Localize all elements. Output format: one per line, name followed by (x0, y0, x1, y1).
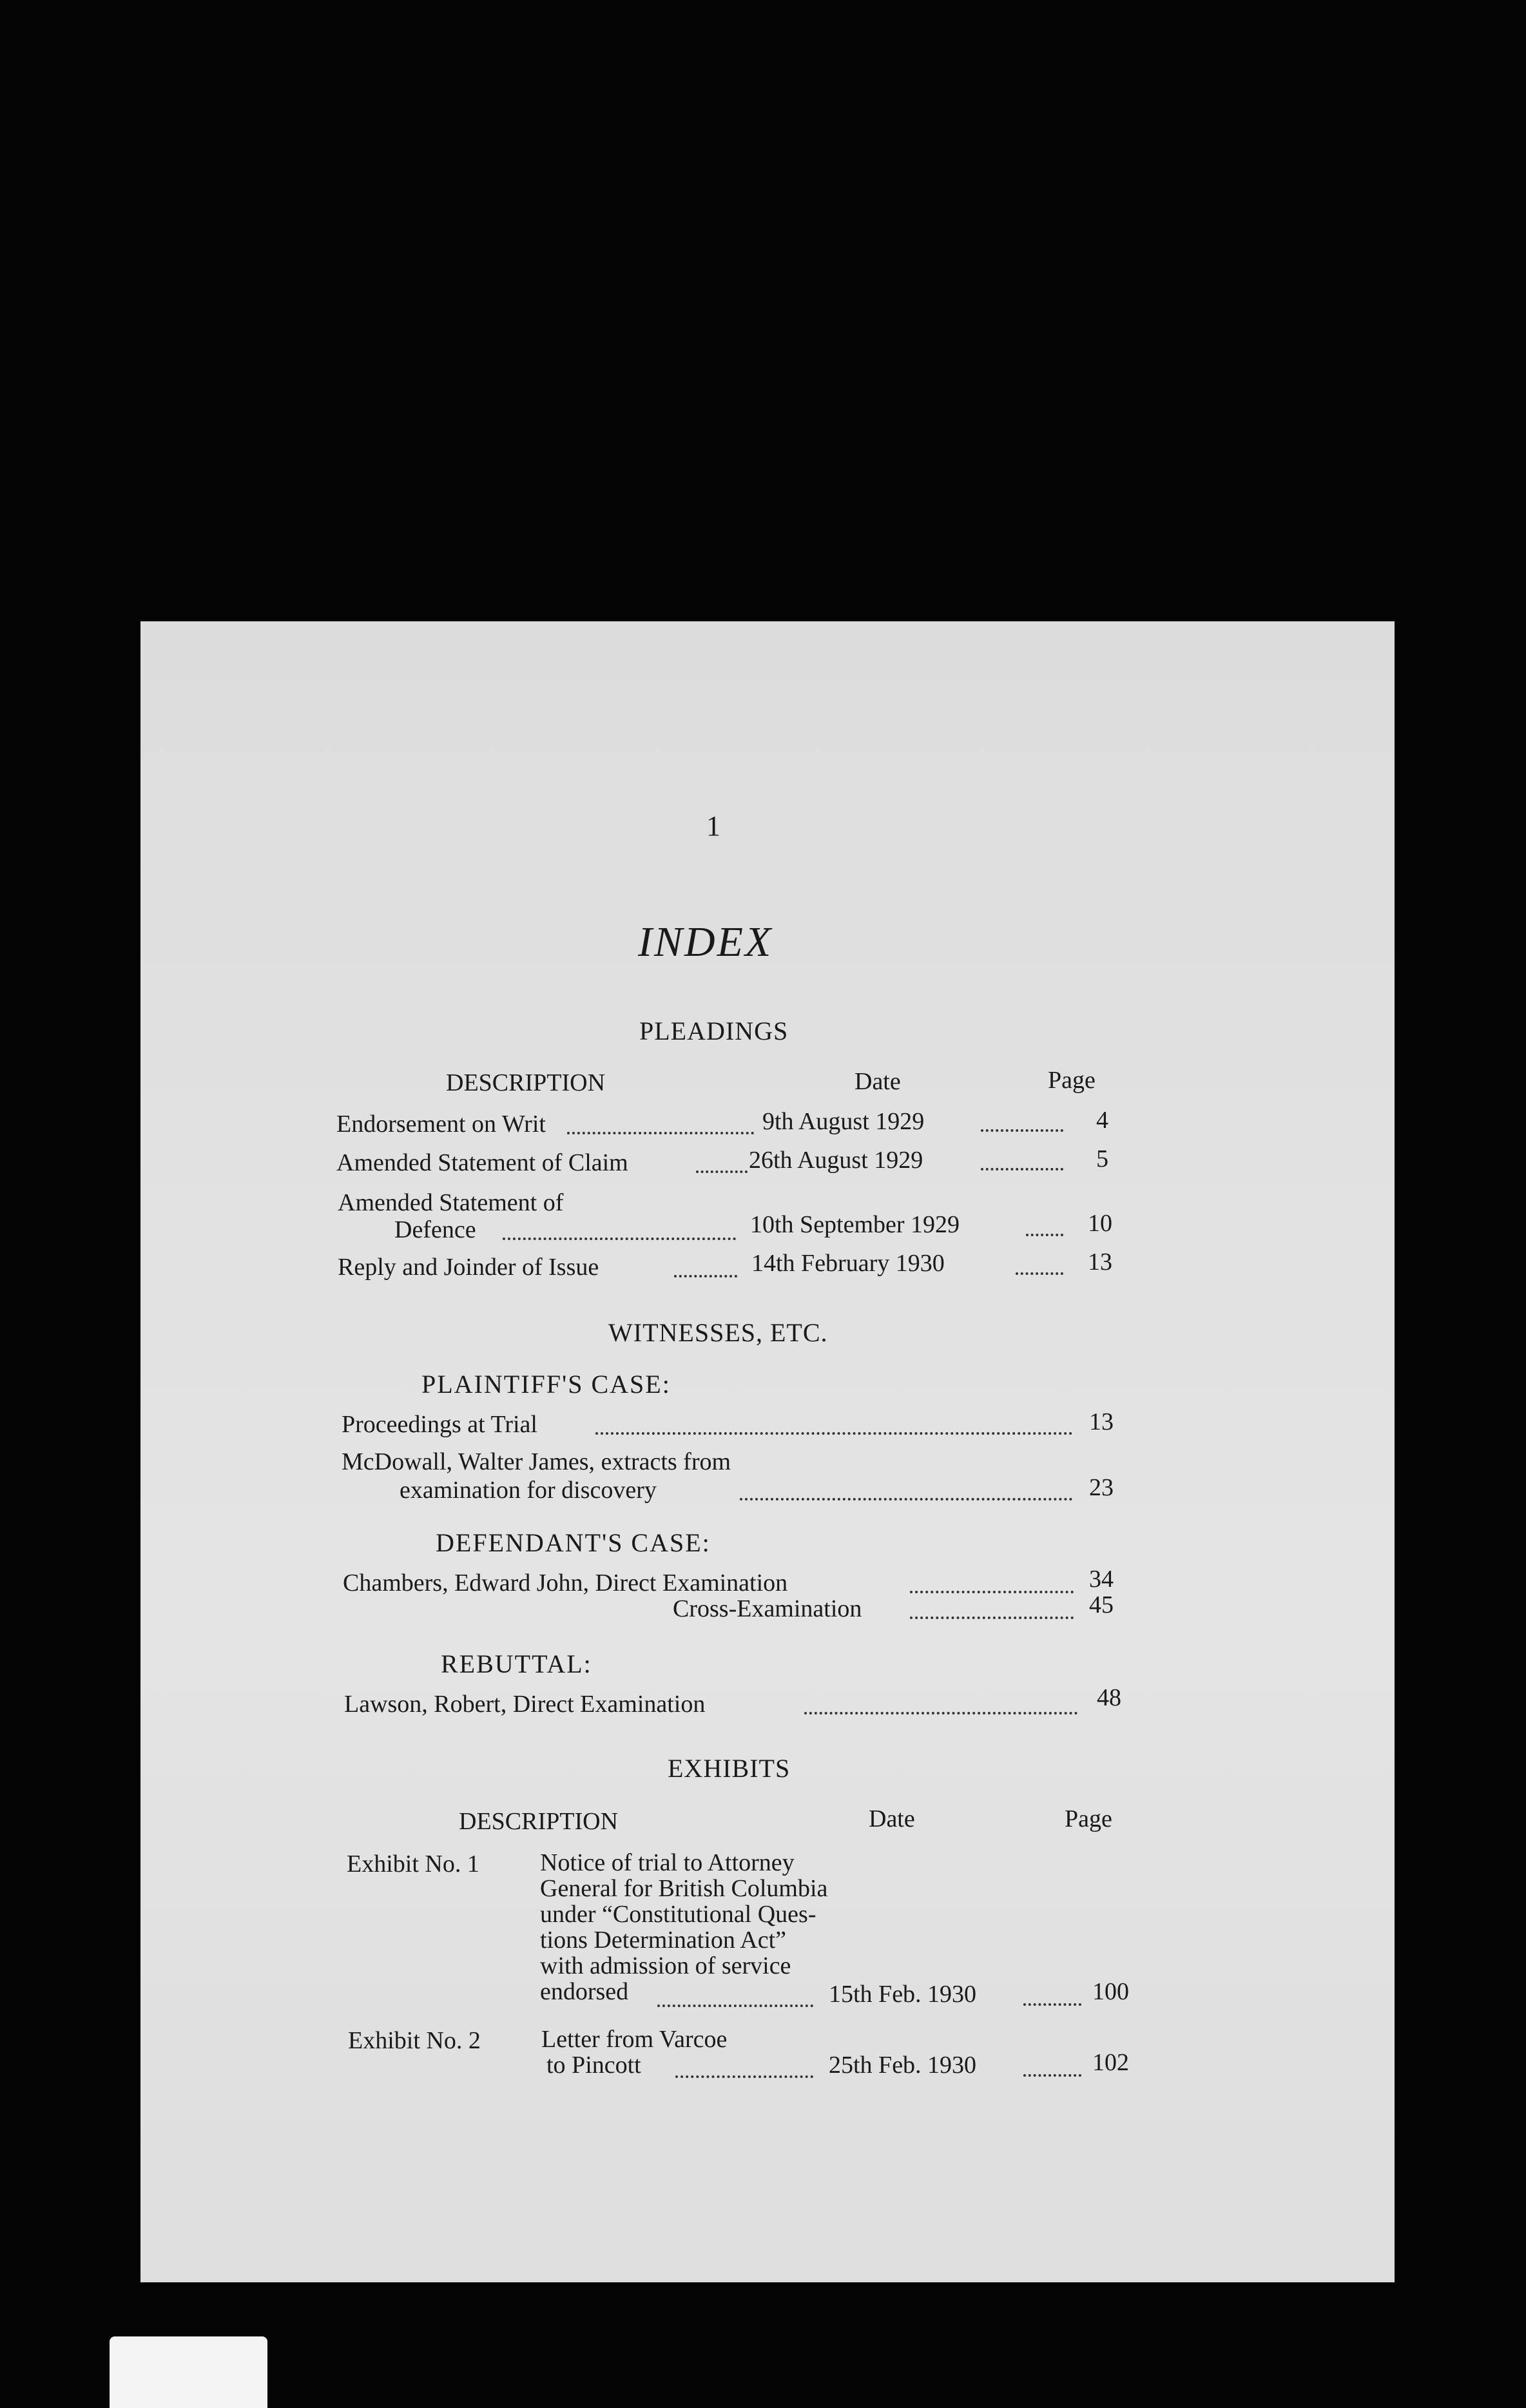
witnesses-heading: WITNESSES, ETC. (608, 1318, 828, 1347)
leader-dots (981, 1168, 1063, 1170)
exhibits-col-date: Date (869, 1805, 915, 1832)
exhibit-description (541, 2026, 727, 2078)
defendant-case-heading: DEFENDANT'S CASE: (436, 1528, 711, 1557)
pleadings-col-date: Date (855, 1068, 901, 1095)
witness-entry: Lawson, Robert, Direct Examination (344, 1691, 706, 1718)
exhibit-page: 100 (1092, 1978, 1129, 2005)
document-page (140, 621, 1395, 2282)
exhibit-description-line: Letter from Varcoe (541, 2026, 728, 2053)
witness-page: 34 (1089, 1566, 1114, 1593)
leader-dots (675, 2075, 813, 2078)
witness-page: 23 (1089, 1474, 1114, 1501)
pleading-description: Defence (394, 1216, 476, 1243)
exhibit-description-line: with admission of service (540, 1952, 791, 1979)
leader-dots (910, 1617, 1074, 1619)
leader-dots (567, 1132, 754, 1134)
pleading-description: Reply and Joinder of Issue (338, 1254, 599, 1281)
leader-dots (595, 1432, 1072, 1435)
film-label-tab (110, 2336, 267, 2408)
exhibits-heading: EXHIBITS (668, 1754, 791, 1783)
witness-page: 45 (1089, 1591, 1114, 1618)
witness-entry: Cross-Examination (673, 1595, 862, 1622)
exhibit-description (540, 1850, 827, 2005)
leader-dots (1023, 2074, 1081, 2077)
exhibits-col-description: DESCRIPTION (459, 1808, 619, 1835)
pleading-page: 5 (1096, 1145, 1108, 1172)
pleading-date: 26th August 1929 (749, 1147, 923, 1174)
witness-page: 48 (1097, 1684, 1121, 1711)
exhibit-label: Exhibit No. 1 (347, 1850, 479, 1878)
exhibit-date: 25th Feb. 1930 (829, 2052, 977, 2079)
exhibit-date: 15th Feb. 1930 (829, 1981, 977, 2008)
leader-dots (696, 1170, 748, 1173)
exhibits-col-page: Page (1065, 1805, 1112, 1832)
plaintiff-case-heading: PLAINTIFF'S CASE: (421, 1370, 671, 1399)
pleading-description: Amended Statement of Claim (336, 1149, 628, 1176)
exhibit-description-line: endorsed (540, 1978, 629, 2005)
pleading-date: 14th February 1930 (751, 1250, 945, 1277)
pleading-description: Amended Statement of (338, 1189, 564, 1216)
exhibit-page: 102 (1092, 2049, 1129, 2076)
leader-dots (657, 2005, 813, 2007)
pleadings-col-page: Page (1048, 1067, 1096, 1094)
leader-dots (804, 1712, 1077, 1714)
page-number: 1 (706, 810, 720, 842)
pleadings-col-description: DESCRIPTION (446, 1069, 606, 1096)
exhibit-description-line: tions Determination Act” (540, 1927, 787, 1954)
witness-page: 13 (1089, 1408, 1114, 1435)
pleading-date: 9th August 1929 (762, 1108, 925, 1135)
witness-entry: examination for discovery (400, 1477, 657, 1504)
leader-dots (503, 1238, 736, 1240)
witness-entry: Chambers, Edward John, Direct Examination (343, 1569, 788, 1597)
pleadings-heading: PLEADINGS (639, 1016, 789, 1045)
pleading-page: 10 (1088, 1210, 1112, 1237)
leader-dots (1016, 1272, 1063, 1275)
leader-dots (674, 1275, 737, 1277)
leader-dots (981, 1129, 1063, 1132)
exhibit-description-line: General for British Columbia (540, 1875, 828, 1902)
page-title: INDEX (638, 918, 773, 966)
witness-entry: Proceedings at Trial (342, 1411, 537, 1438)
pleading-date: 10th September 1929 (750, 1211, 960, 1238)
rebuttal-heading: REBUTTAL: (441, 1649, 592, 1678)
leader-dots (1026, 1234, 1063, 1236)
exhibit-description-line: to Pincott (546, 2052, 641, 2079)
exhibit-description-line: under “Constitutional Ques- (540, 1901, 816, 1928)
pleading-page: 4 (1096, 1107, 1108, 1134)
pleading-page: 13 (1088, 1248, 1112, 1276)
leader-dots (740, 1498, 1072, 1500)
pleading-description: Endorsement on Writ (336, 1111, 546, 1138)
exhibit-description-line: Notice of trial to Attorney (540, 1849, 795, 1876)
exhibit-label: Exhibit No. 2 (348, 2027, 481, 2054)
witness-entry: McDowall, Walter James, extracts from (342, 1448, 731, 1475)
leader-dots (910, 1591, 1074, 1593)
leader-dots (1023, 2003, 1081, 2006)
